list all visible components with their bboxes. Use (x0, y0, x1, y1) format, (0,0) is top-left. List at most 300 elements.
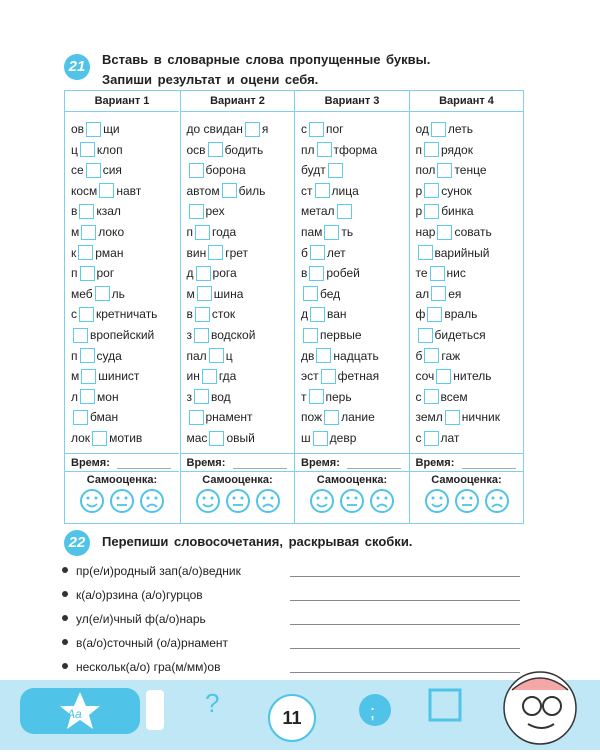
dictionary-word (301, 387, 352, 407)
phrase-item (62, 632, 228, 650)
dictionary-word (416, 160, 487, 180)
missing-letter-box[interactable] (313, 431, 328, 446)
self-assessment (65, 471, 179, 523)
missing-letter-box[interactable] (316, 348, 331, 363)
word-end: нитель (453, 369, 492, 384)
word-end: ц (225, 348, 233, 363)
word-end: варийный (434, 245, 490, 260)
variant-column-3 (294, 91, 409, 523)
missing-letter-box[interactable] (321, 369, 336, 384)
word-end: пог (326, 122, 344, 136)
variant-title: Вариант 4 (410, 91, 524, 112)
missing-letter-box[interactable] (189, 163, 204, 178)
missing-letter-box[interactable] (79, 307, 94, 322)
dictionary-word (301, 181, 359, 201)
dictionary-word (71, 263, 114, 283)
word-start: земл (415, 410, 443, 425)
svg-text:?: ? (205, 688, 220, 718)
missing-letter-box[interactable] (431, 122, 446, 137)
answer-line[interactable] (290, 672, 520, 673)
word-start: в (301, 266, 308, 281)
word-end: клоп (96, 142, 123, 157)
word-end: враль (444, 307, 478, 322)
word-end: шинист (98, 369, 140, 384)
happy-face-icon[interactable] (309, 488, 335, 514)
word-end: навт (116, 183, 142, 198)
word-start: од (415, 122, 429, 136)
word-start: пал (186, 348, 207, 363)
word-start: те (415, 266, 428, 281)
word-end: биль (238, 183, 266, 198)
missing-letter-box[interactable] (427, 307, 442, 322)
missing-letter-box[interactable] (86, 163, 101, 178)
missing-letter-box[interactable] (310, 245, 325, 260)
sad-face-icon[interactable] (484, 488, 510, 514)
neutral-face-icon[interactable] (225, 488, 251, 514)
missing-letter-box[interactable] (196, 266, 211, 281)
missing-letter-box[interactable] (437, 225, 452, 240)
phrase-item (62, 560, 241, 578)
dictionary-word (71, 243, 123, 263)
sad-face-icon[interactable] (369, 488, 395, 514)
word-start: ц (71, 142, 78, 157)
word-end: водской (211, 328, 256, 342)
dictionary-word (71, 201, 121, 221)
dictionary-word (416, 243, 490, 263)
word-start: нар (415, 225, 436, 239)
missing-letter-box[interactable] (437, 163, 452, 178)
time-input-line[interactable] (347, 468, 401, 469)
dictionary-word (416, 428, 460, 448)
missing-letter-box[interactable] (309, 266, 324, 281)
dictionary-word (416, 222, 492, 242)
dictionary-word (71, 140, 123, 160)
phrase-item (62, 584, 203, 602)
self-assessment-label: Самооценка: (431, 474, 502, 486)
dictionary-word (416, 346, 461, 366)
happy-face-icon[interactable] (195, 488, 221, 514)
sad-face-icon[interactable] (139, 488, 165, 514)
word-end: ничник (461, 410, 500, 425)
word-end: надцать (333, 348, 379, 363)
word-end: борона (205, 163, 246, 178)
dictionary-word (187, 263, 237, 283)
dictionary-word (187, 366, 237, 386)
word-end: вропейский (90, 328, 155, 342)
missing-letter-box[interactable] (418, 245, 433, 260)
word-end: рман (95, 245, 124, 260)
dictionary-word (187, 428, 255, 448)
missing-letter-box[interactable] (424, 389, 439, 404)
missing-letter-box[interactable] (208, 245, 223, 260)
missing-letter-box[interactable] (73, 328, 88, 343)
missing-letter-box[interactable] (245, 122, 260, 137)
variant-title: Вариант 3 (295, 91, 409, 112)
missing-letter-box[interactable] (328, 163, 343, 178)
happy-face-icon[interactable] (424, 488, 450, 514)
missing-letter-box[interactable] (310, 307, 325, 322)
word-end: девр (329, 431, 357, 445)
word-end: шина (213, 286, 244, 301)
dictionary-word (187, 304, 236, 324)
dictionary-word (187, 346, 233, 366)
missing-letter-box[interactable] (80, 266, 95, 281)
dictionary-word (71, 366, 139, 386)
phrase-text: нескольк(а/о) гра(м/мм)ов (76, 660, 221, 674)
missing-letter-box[interactable] (303, 286, 318, 301)
task-22-number: 22 (64, 530, 90, 556)
word-end: первые (320, 328, 362, 342)
word-start: пол (415, 163, 436, 178)
dictionary-word (71, 428, 142, 448)
dictionary-word (187, 160, 246, 180)
word-end: сунок (441, 183, 472, 198)
word-end: всем (440, 389, 468, 404)
dictionary-word (187, 325, 256, 345)
missing-letter-box[interactable] (78, 245, 93, 260)
word-start: л (71, 389, 79, 404)
dictionary-word (416, 181, 472, 201)
time-row (410, 453, 524, 472)
dictionary-word (301, 263, 360, 283)
dictionary-word (301, 366, 379, 386)
time-label: Время: (415, 457, 455, 469)
word-start: пл (301, 142, 315, 157)
word-end: грет (225, 245, 249, 260)
missing-letter-box[interactable] (309, 389, 324, 404)
dictionary-word (416, 119, 473, 139)
svg-text:Aa: Aa (67, 707, 82, 721)
missing-letter-box[interactable] (315, 183, 330, 198)
word-end: перь (325, 389, 352, 404)
word-start: ов (71, 122, 85, 136)
time-input-line[interactable] (233, 468, 287, 469)
boy-mascot-icon (500, 668, 582, 748)
dictionary-word (71, 284, 125, 304)
word-end: бодить (224, 142, 264, 157)
word-start: пам (301, 225, 323, 239)
word-start: д (186, 266, 194, 281)
missing-letter-box[interactable] (195, 307, 210, 322)
time-label: Время: (301, 457, 340, 469)
missing-letter-box[interactable] (81, 369, 96, 384)
missing-letter-box[interactable] (81, 225, 96, 240)
word-start: меб (71, 286, 93, 301)
missing-letter-box[interactable] (424, 431, 439, 446)
time-input-line[interactable] (117, 468, 171, 469)
word-start: р (415, 204, 423, 219)
word-end: бман (90, 410, 119, 425)
dictionary-word (301, 325, 362, 345)
word-end: суда (96, 348, 122, 363)
time-input-line[interactable] (462, 468, 516, 469)
missing-letter-box[interactable] (303, 328, 318, 343)
word-end: ван (327, 307, 347, 322)
answer-line[interactable] (290, 624, 520, 625)
word-end: тформа (333, 142, 378, 157)
word-end: вод (211, 389, 231, 404)
variant-title: Вариант 1 (65, 91, 179, 112)
word-end: леть (447, 122, 473, 136)
dictionary-word (187, 387, 231, 407)
missing-letter-box[interactable] (431, 286, 446, 301)
phrase-item (62, 656, 220, 674)
word-end: совать (454, 225, 492, 239)
missing-letter-box[interactable] (222, 183, 237, 198)
self-assessment (410, 471, 524, 523)
self-assessment-label: Самооценка: (86, 474, 158, 486)
missing-letter-box[interactable] (92, 431, 107, 446)
dictionary-word (71, 346, 122, 366)
word-end: рог (96, 266, 115, 281)
dictionary-word (416, 140, 473, 160)
word-end: гда (218, 369, 237, 384)
word-start: косм (71, 183, 98, 198)
phrase-item (62, 608, 206, 626)
svg-text:;: ; (370, 702, 376, 722)
word-start: в (71, 204, 78, 219)
dictionary-word (187, 181, 266, 201)
missing-letter-box[interactable] (202, 369, 217, 384)
sad-face-icon[interactable] (255, 488, 281, 514)
missing-letter-box[interactable] (324, 225, 339, 240)
word-start: ш (301, 431, 311, 445)
word-start: дв (301, 348, 315, 363)
word-end: рнамент (205, 410, 253, 425)
self-assessment (181, 471, 295, 523)
neutral-face-icon[interactable] (454, 488, 480, 514)
self-assessment-label: Самооценка: (202, 474, 273, 486)
word-start: м (71, 225, 80, 239)
word-start: эст (301, 369, 319, 384)
word-end: сток (211, 307, 236, 322)
word-end: года (212, 225, 237, 239)
word-end: бинка (441, 204, 474, 219)
task-21-number: 21 (64, 54, 90, 80)
word-end: лат (440, 431, 460, 445)
missing-letter-box[interactable] (424, 142, 439, 157)
word-end: ль (111, 286, 125, 301)
word-start: осв (186, 142, 206, 157)
missing-letter-box[interactable] (80, 142, 95, 157)
missing-letter-box[interactable] (194, 389, 209, 404)
dictionary-word (71, 407, 118, 427)
dictionary-word (71, 325, 154, 345)
dictionary-word (416, 325, 486, 345)
phrase-text: пр(е/и)родный зап(а/о)ведник (76, 564, 241, 578)
task-21-line2: Запиши результат и оцени себя. (102, 72, 319, 87)
missing-letter-box[interactable] (73, 410, 88, 425)
word-start: ст (301, 183, 313, 198)
word-start: м (186, 286, 195, 301)
missing-letter-box[interactable] (424, 183, 439, 198)
dictionary-word (416, 387, 468, 407)
word-start: мас (186, 431, 208, 445)
word-start: б (415, 348, 423, 363)
word-end: мотив (109, 431, 143, 445)
missing-letter-box[interactable] (189, 410, 204, 425)
phrase-text: ул(е/и)чный ф(а/о)нарь (76, 612, 206, 626)
word-end: сия (102, 163, 122, 178)
neutral-face-icon[interactable] (109, 488, 135, 514)
task-21-line1: Вставь в словарные слова пропущенные буквы. (102, 52, 431, 67)
word-start: се (71, 163, 84, 178)
missing-letter-box[interactable] (86, 122, 101, 137)
word-end: овый (226, 431, 255, 445)
word-end: локо (98, 225, 125, 239)
word-start: до свидан (186, 122, 243, 136)
missing-letter-box[interactable] (189, 204, 204, 219)
missing-letter-box[interactable] (317, 142, 332, 157)
word-start: вин (186, 245, 207, 260)
missing-letter-box[interactable] (194, 328, 209, 343)
word-end: фетная (337, 369, 380, 384)
dictionary-word (71, 387, 119, 407)
word-end: бидеться (434, 328, 486, 342)
missing-letter-box[interactable] (195, 225, 210, 240)
word-start: б (301, 245, 308, 260)
word-end: ея (448, 286, 462, 301)
dictionary-word (71, 160, 122, 180)
word-end: кзал (96, 204, 121, 219)
word-end: бед (320, 286, 341, 301)
word-start: п (71, 348, 78, 363)
word-start: п (71, 266, 78, 281)
missing-letter-box[interactable] (424, 204, 439, 219)
time-row (295, 453, 409, 472)
missing-letter-box[interactable] (430, 266, 445, 281)
word-start: соч (415, 369, 435, 384)
missing-letter-box[interactable] (197, 286, 212, 301)
word-start: ин (186, 369, 200, 384)
word-start: ф (415, 307, 426, 322)
variant-column-2 (180, 91, 295, 523)
word-start: к (71, 245, 77, 260)
dictionary-word (301, 428, 356, 448)
dictionary-word (71, 181, 141, 201)
answer-line[interactable] (290, 576, 520, 577)
word-end: ть (341, 225, 354, 239)
missing-letter-box[interactable] (436, 369, 451, 384)
missing-letter-box[interactable] (309, 122, 324, 137)
missing-letter-box[interactable] (208, 142, 223, 157)
phrase-text: к(а/о)рзина (а/о)гурцов (76, 588, 203, 602)
time-row (181, 453, 295, 472)
dictionary-word (416, 263, 466, 283)
answer-line[interactable] (290, 648, 520, 649)
word-end: рядок (441, 142, 473, 157)
missing-letter-box[interactable] (80, 348, 95, 363)
word-start: с (415, 389, 422, 404)
dictionary-word (301, 346, 379, 366)
time-label: Время: (186, 457, 226, 469)
word-start: з (186, 328, 193, 342)
word-start: пож (301, 410, 323, 425)
task-22-title: Перепиши словосочетания, раскрывая скобки. (102, 534, 413, 549)
self-assessment (295, 471, 409, 523)
word-start: м (71, 369, 80, 384)
missing-letter-box[interactable] (424, 348, 439, 363)
dictionary-word (187, 201, 225, 221)
word-start: с (415, 431, 422, 445)
word-start: в (186, 307, 193, 322)
dictionary-word (301, 284, 340, 304)
word-end: мон (97, 389, 119, 404)
happy-face-icon[interactable] (79, 488, 105, 514)
dictionary-word (416, 407, 500, 427)
dictionary-word (301, 201, 354, 221)
time-label: Время: (71, 457, 110, 469)
missing-letter-box[interactable] (79, 204, 94, 219)
word-end: робей (326, 266, 360, 281)
word-end: рога (212, 266, 237, 281)
dictionary-word (71, 119, 120, 139)
dictionary-word (187, 284, 244, 304)
word-end: тенце (454, 163, 487, 178)
word-end: рех (205, 204, 225, 219)
missing-letter-box[interactable] (337, 204, 352, 219)
variant-title: Вариант 2 (181, 91, 295, 112)
task-21-title (102, 50, 430, 90)
word-start: д (301, 307, 309, 322)
dictionary-word (187, 119, 269, 139)
dictionary-word (301, 160, 345, 180)
word-end: щи (103, 122, 120, 136)
missing-letter-box[interactable] (99, 183, 114, 198)
word-start: с (71, 307, 77, 322)
missing-letter-box[interactable] (209, 348, 224, 363)
missing-letter-box[interactable] (95, 286, 110, 301)
dictionary-word (71, 222, 124, 242)
word-end: гаж (441, 348, 461, 363)
neutral-face-icon[interactable] (339, 488, 365, 514)
word-start: с (301, 122, 307, 136)
bullet-icon (62, 591, 68, 597)
word-start: метал (301, 204, 335, 219)
answer-line[interactable] (290, 600, 520, 601)
missing-letter-box[interactable] (324, 410, 339, 425)
word-end: нис (446, 266, 466, 281)
dictionary-word (301, 140, 377, 160)
dictionary-word (301, 407, 375, 427)
dictionary-word (301, 119, 344, 139)
word-start: р (415, 183, 423, 198)
word-start: п (415, 142, 422, 157)
dictionary-word (187, 222, 237, 242)
word-start: т (301, 389, 307, 404)
word-end: я (261, 122, 269, 136)
word-start: лок (71, 431, 91, 445)
bullet-icon (62, 663, 68, 669)
dictionary-word (416, 201, 474, 221)
missing-letter-box[interactable] (445, 410, 460, 425)
word-end: лица (331, 183, 359, 198)
page-number: 11 (268, 694, 316, 742)
dictionary-word (71, 304, 157, 324)
missing-letter-box[interactable] (80, 389, 95, 404)
dictionary-word (187, 243, 249, 263)
variant-column-1 (65, 91, 179, 523)
missing-letter-box[interactable] (418, 328, 433, 343)
word-end: лание (341, 410, 375, 425)
missing-letter-box[interactable] (209, 431, 224, 446)
word-end: кретничать (96, 307, 158, 322)
bullet-icon (62, 615, 68, 621)
word-start: п (186, 225, 193, 239)
dictionary-word (301, 222, 353, 242)
dictionary-word (416, 366, 492, 386)
word-start: ал (415, 286, 430, 301)
